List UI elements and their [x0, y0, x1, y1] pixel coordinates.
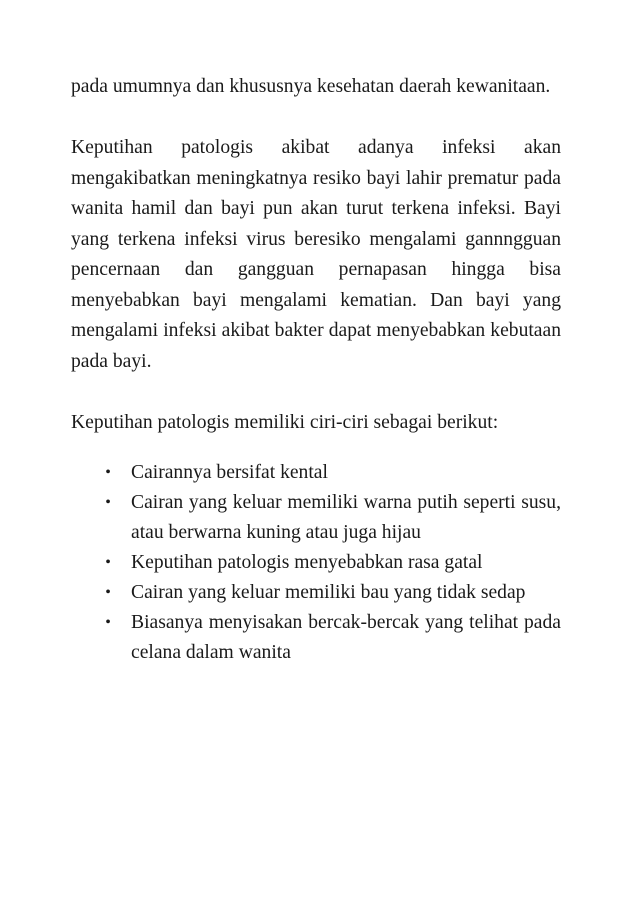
paragraph-characteristics-lead: Keputihan patologis memiliki ciri-ciri sebagai berikut: — [71, 411, 499, 433]
list-item-text: Cairan yang keluar memiliki bau yang tidak sedap — [131, 582, 526, 603]
list-item — [105, 458, 561, 488]
characteristics-list — [71, 458, 561, 668]
list-item-text: Cairan yang keluar memiliki warna putih seperti susu, atau berwarna kuning atau juga hijau — [131, 492, 561, 543]
bullet-icon: • — [105, 614, 111, 631]
list-item — [105, 488, 561, 548]
paragraph-infection-risk: Keputihan patologis akibat adanya infeksi akan mengakibatkan meningkatnya resiko bayi lahir prematur pada wanita hamil dan bayi pun akan turut terkena infeksi. Bayi yang terkena infeksi virus beresiko mengalami gannngguan pencernaan dan gangguan pernapasan hingga bisa menyebabkan bayi mengalami kematian. Dan bayi yang mengalami infeksi akibat bakter dapat menyebabkan kebutaan pada bayi. — [71, 137, 561, 372]
bullet-icon: • — [105, 494, 111, 511]
bullet-icon: • — [105, 554, 111, 571]
list-item — [105, 578, 561, 608]
list-item-text: Cairannya bersifat kental — [131, 462, 328, 483]
document-page — [71, 72, 561, 668]
list-item-text: Keputihan patologis menyebabkan rasa gatal — [131, 552, 483, 573]
bullet-icon: • — [105, 584, 111, 601]
list-item — [105, 548, 561, 578]
paragraph-intro: pada umumnya dan khususnya kesehatan daerah kewanitaan. — [71, 76, 551, 97]
list-item-text: Biasanya menyisakan bercak-bercak yang telihat pada celana dalam wanita — [131, 612, 561, 663]
bullet-icon: • — [105, 464, 111, 481]
list-item — [105, 608, 561, 668]
